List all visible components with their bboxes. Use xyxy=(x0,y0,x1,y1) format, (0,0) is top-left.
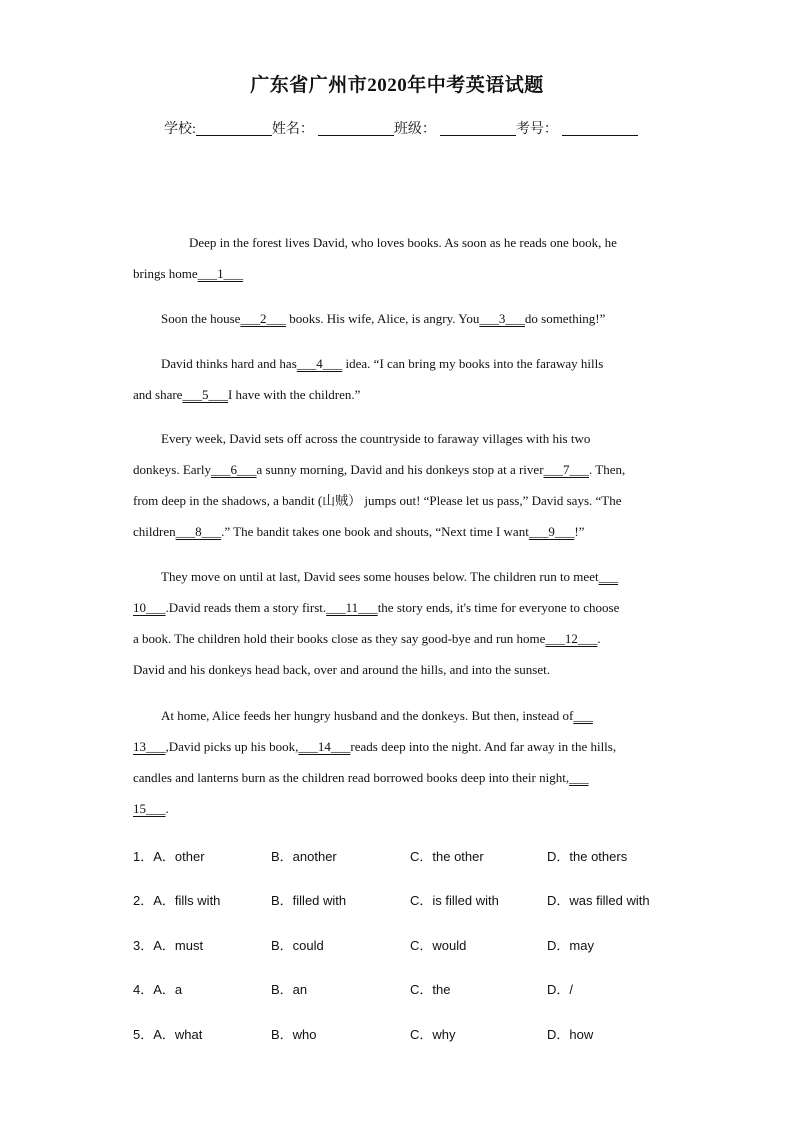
question-3-option-c[interactable]: C．would xyxy=(410,938,467,953)
passage-text: brings home xyxy=(133,266,198,281)
question-4-option-d[interactable]: D．/ xyxy=(547,982,574,997)
blank-4: ___4___ xyxy=(296,356,343,371)
option-text: A．what xyxy=(153,1027,203,1042)
passage-text: a book. The children hold their books close as they say good-bye and run home xyxy=(133,631,546,646)
passage-paragraph-5 xyxy=(133,561,673,685)
passage-text: !” xyxy=(574,524,585,539)
question-4-option-b[interactable]: B．an xyxy=(271,982,308,997)
passage-text: the story ends, it's time for everyone to choose xyxy=(377,600,620,615)
blank-5: ___5___ xyxy=(182,387,228,402)
passage-text: .David reads them a story first. xyxy=(165,600,327,615)
question-4-option-c[interactable]: C．the xyxy=(410,982,451,997)
question-3-option-a[interactable] xyxy=(133,935,203,954)
question-row-4 xyxy=(133,979,673,999)
question-number: 3． xyxy=(133,938,154,953)
class-blank[interactable] xyxy=(440,121,516,136)
student-info-line xyxy=(164,118,638,138)
passage-paragraph-2 xyxy=(133,303,673,334)
blank-2: ___2___ xyxy=(240,311,286,326)
passage-text: . Then, xyxy=(589,462,626,477)
blank-13-start: ___ xyxy=(573,708,593,723)
passage-text: .” The bandit takes one book and shouts, “Next time I want xyxy=(221,524,529,539)
passage-text: David and his donkeys head back, over and around the hills, and into the sunset. xyxy=(133,662,550,677)
question-number: 4． xyxy=(133,982,154,997)
question-1-option-b[interactable]: B．another xyxy=(271,849,337,864)
question-5-option-a[interactable] xyxy=(133,1024,202,1043)
passage-text: Soon the house xyxy=(161,311,241,326)
school-blank[interactable] xyxy=(196,121,272,136)
option-text: A．a xyxy=(153,982,183,997)
passage-text: ,David picks up his book, xyxy=(165,739,299,754)
question-4-option-a[interactable] xyxy=(133,979,182,998)
blank-6: ___6___ xyxy=(210,462,257,477)
passage-text: . xyxy=(165,801,169,816)
question-2-option-c[interactable]: C．is filled with xyxy=(410,893,499,908)
question-row-3 xyxy=(133,935,673,955)
passage-text: donkeys. Early xyxy=(133,462,211,477)
passage-paragraph-3 xyxy=(133,348,673,410)
blank-10: 10___ xyxy=(133,600,166,615)
question-1-option-d[interactable]: D．the others xyxy=(547,849,628,864)
blank-9: ___9___ xyxy=(528,524,575,539)
blank-7: ___7___ xyxy=(543,462,590,477)
passage-text: I have with the children.” xyxy=(227,387,361,402)
question-5-option-b[interactable]: B．who xyxy=(271,1027,317,1042)
question-5-option-d[interactable]: D．how xyxy=(547,1027,594,1042)
question-number: 5． xyxy=(133,1027,154,1042)
passage-text: do something!” xyxy=(524,311,606,326)
blank-15: 15___ xyxy=(133,801,166,816)
question-row-5 xyxy=(133,1024,673,1044)
blank-12: ___12___ xyxy=(545,631,598,646)
passage-paragraph-6 xyxy=(133,700,673,824)
passage-text: David thinks hard and has xyxy=(161,356,297,371)
passage-text: At home, Alice feeds her hungry husband and the donkeys. But then, instead of xyxy=(161,708,574,723)
blank-1: ___1___ xyxy=(197,266,244,281)
question-row-1 xyxy=(133,846,673,866)
blank-15-start: ___ xyxy=(569,770,589,785)
question-2-option-d[interactable]: D．was filled with xyxy=(547,893,650,908)
exam-no-blank[interactable] xyxy=(562,121,638,136)
blank-3: ___3___ xyxy=(479,311,525,326)
name-label: 姓名： xyxy=(271,122,314,137)
question-1-option-a[interactable] xyxy=(133,846,205,865)
name-blank[interactable] xyxy=(318,121,394,136)
question-3-option-d[interactable]: D．may xyxy=(547,938,594,953)
passage-text: reads deep into the night. And far away in the hills, xyxy=(350,739,617,754)
question-1-option-c[interactable]: C．the other xyxy=(410,849,484,864)
passage-text: idea. “I can bring my books into the faraway hills xyxy=(342,356,604,371)
option-text: A．must xyxy=(153,938,204,953)
school-label: 学校: xyxy=(164,122,196,137)
passage-paragraph-1 xyxy=(133,227,673,289)
passage-text: children xyxy=(133,524,176,539)
option-text: A．fills with xyxy=(153,893,221,908)
class-label: 班级： xyxy=(393,122,436,137)
passage-text: books. His wife, Alice, is angry. You xyxy=(285,311,480,326)
passage-text: Every week, David sets off across the countryside to faraway villages with his two xyxy=(161,431,591,446)
blank-13: 13___ xyxy=(133,739,166,754)
exam-no-label: 考号： xyxy=(515,122,558,137)
question-number: 2． xyxy=(133,893,154,908)
passage-text: They move on until at last, David sees some houses below. The children run to meet xyxy=(161,569,599,584)
blank-10-start: ___ xyxy=(598,569,619,584)
question-2-option-b[interactable]: B．filled with xyxy=(271,893,347,908)
option-text: A．other xyxy=(153,849,205,864)
blank-14: ___14___ xyxy=(298,739,351,754)
passage-paragraph-4 xyxy=(133,423,673,547)
passage-text: and share xyxy=(133,387,183,402)
question-5-option-c[interactable]: C．why xyxy=(410,1027,456,1042)
passage-text: from deep in the shadows, a bandit (山贼） jumps out! “Please let us pass,” David says. “The xyxy=(133,493,622,508)
question-row-2 xyxy=(133,890,673,910)
passage-text: Deep in the forest lives David, who loves books. As soon as he reads one book, he xyxy=(189,235,617,250)
page-title: 广东省广州市2020年中考英语试题 xyxy=(250,75,544,96)
passage-text: candles and lanterns burn as the children read borrowed books deep into their night, xyxy=(133,770,570,785)
question-2-option-a[interactable] xyxy=(133,890,220,909)
question-number: 1． xyxy=(133,849,154,864)
blank-11: ___11___ xyxy=(326,600,378,615)
passage-text: . xyxy=(597,631,601,646)
passage-text: a sunny morning, David and his donkeys stop at a river xyxy=(256,462,544,477)
blank-8: ___8___ xyxy=(175,524,222,539)
question-3-option-b[interactable]: B．could xyxy=(271,938,324,953)
